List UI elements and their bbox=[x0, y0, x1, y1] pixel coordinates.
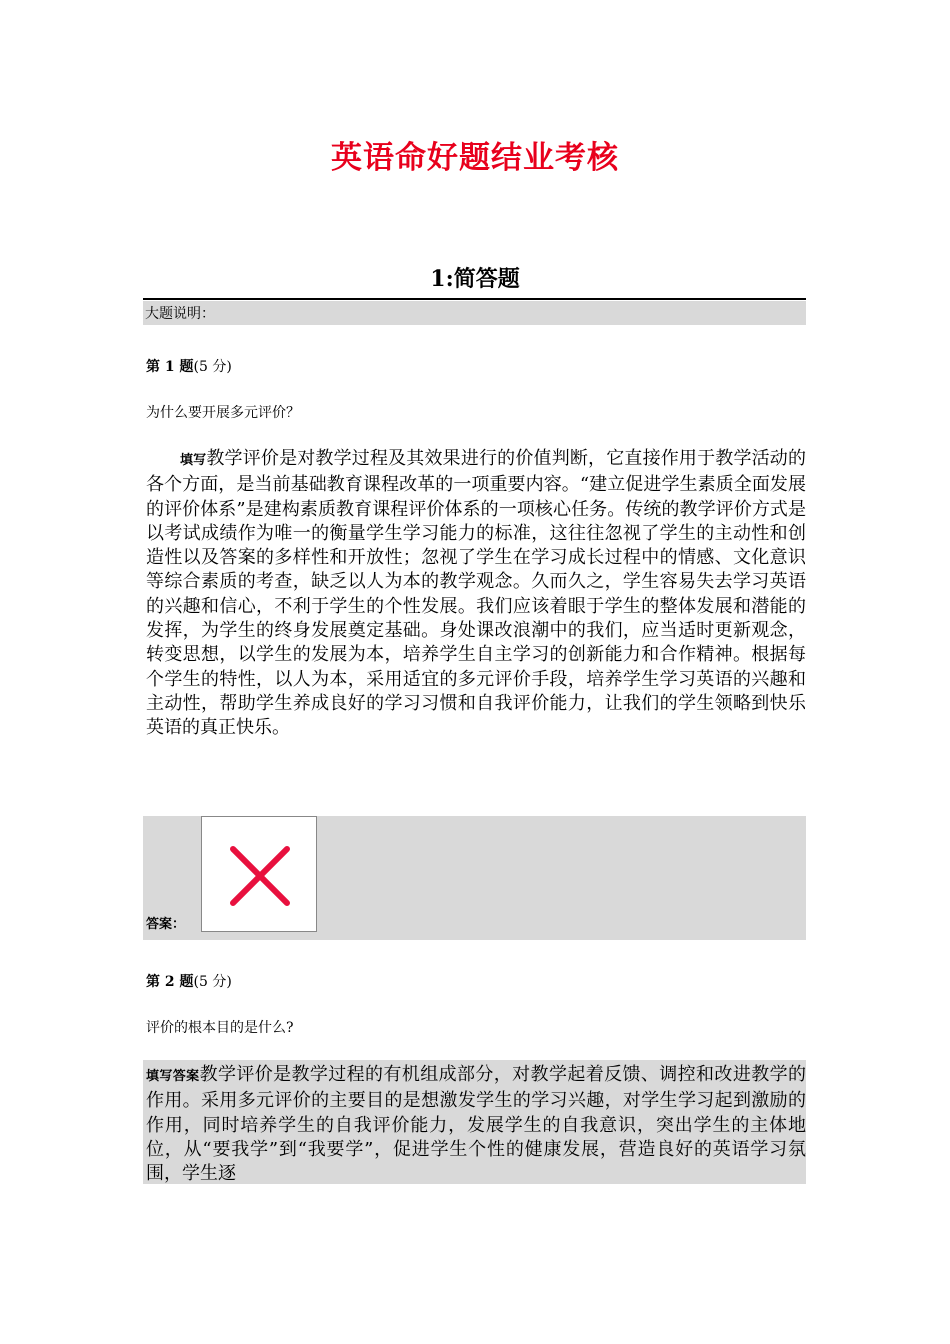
question-1-answer bbox=[146, 447, 806, 741]
question-2-score: (5 分) bbox=[193, 974, 232, 990]
section-description bbox=[143, 301, 806, 325]
question-2-number: 第 2 题 bbox=[146, 974, 194, 990]
question-1-result-label: 答案： bbox=[146, 917, 186, 932]
red-x-icon bbox=[202, 817, 318, 933]
question-2-answer-text: 教学评价是教学过程的有机组成部分，对教学起着反馈、调控和改进教学的作用。采用多元评价的主要目的是想激发学生的学习兴趣，对学生学习起到激励的作用，同时培养学生的自我评价能力，发展学生的自我意识，突出学生的主体地位，从“要我学”到“我要学”，促进学生个性的健康发展，营造良好的英语学习氛围，学生逐 bbox=[146, 1064, 806, 1185]
question-1-answer-text: 教学评价是对教学过程及其效果进行的价值判断，它直接作用于教学活动的各个方面，是当前基础教育课程改革的一项重要内容。“建立促进学生素质全面发展的评价体系”是建构素质教育课程评价体系的一项核心任务。传统的教学评价方式是以考试成绩作为唯一的衡量学生学习能力的标准，这往往忽视了学生的主动性和创造性以及答案的多样性和开放性；忽视了学生在学习成长过程中的情感、文化意识等综合素质的考查，缺乏以人为本的教学观念。久而久之，学生容易失去学习英语的兴趣和信心，不利于学生的个性发展。我们应该着眼于学生的整体发展和潜能的发挥，为学生的终身发展奠定基础。身处课改浪潮中的我们，应当适时更新观念，转变思想，以学生的发展为本，培养学生自主学习的创新能力和合作精神。根据每个学生的特性，以人为本，采用适宜的多元评价手段，培养学生学习英语的兴趣和主动性，帮助学生养成良好的学习习惯和自我评价能力，让我们的学生领略到快乐英语的真正快乐。 bbox=[146, 448, 806, 739]
result-image bbox=[201, 816, 317, 932]
section-title: 1:简答题 bbox=[430, 266, 520, 292]
question-1-number: 第 1 题 bbox=[146, 359, 194, 375]
section-description-label: 大题说明： bbox=[145, 306, 215, 322]
question-1-header bbox=[146, 356, 232, 376]
question-2-text: 评价的根本目的是什么? bbox=[146, 1020, 294, 1036]
question-2-header bbox=[146, 971, 232, 991]
page-title: 英语命好题结业考核 bbox=[331, 140, 619, 176]
question-2-answer-label: 填写答案 bbox=[146, 1069, 200, 1084]
question-1-result-box bbox=[143, 816, 806, 940]
question-1-answer-label: 填写 bbox=[180, 453, 207, 468]
question-1-text: 为什么要开展多元评价？ bbox=[146, 405, 300, 421]
section-divider bbox=[143, 298, 806, 300]
question-1-score: (5 分) bbox=[193, 359, 232, 375]
question-2-answer bbox=[146, 1063, 806, 1186]
